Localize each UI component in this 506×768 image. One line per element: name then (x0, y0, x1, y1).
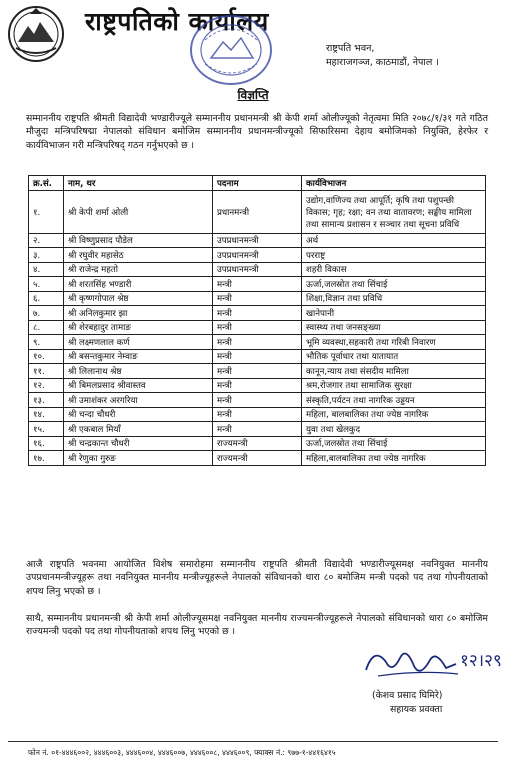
minister-post: मन्त्री (213, 349, 302, 364)
row-number: ४. (29, 262, 64, 277)
minister-name: श्री विष्णुप्रसाद पौडेल (64, 233, 213, 248)
minister-name: श्री अनिलकुमार झा (64, 306, 213, 321)
table-row (29, 233, 486, 248)
minister-name: श्री शेरबहादुर तामाङ (64, 320, 213, 335)
minister-name: श्री बसन्तकुमार नेम्वाङ (64, 349, 213, 364)
ministers-table (28, 175, 486, 466)
row-number: ३. (29, 248, 64, 263)
notice-heading (0, 86, 506, 103)
table-header-row (29, 176, 486, 191)
table-row (29, 190, 486, 233)
office-address (326, 42, 439, 70)
minister-portfolio: शहरी विकास (302, 262, 486, 277)
minister-post: उपप्रधानमन्त्री (213, 233, 302, 248)
row-number: १५. (29, 422, 64, 437)
minister-portfolio: ऊर्जा,जलस्रोत तथा सिंचाई (302, 277, 486, 292)
table-row (29, 248, 486, 263)
minister-name: श्री चन्दा चौधरी (64, 407, 213, 422)
row-number: ११. (29, 364, 64, 379)
minister-portfolio: भूमि व्यवस्था,सहकारी तथा गरिबी निवारण (302, 335, 486, 350)
notice-title-text: विज्ञप्ति (237, 88, 269, 102)
col-header-post: पदनाम (213, 176, 302, 191)
oath-paragraph: आजै राष्ट्रपति भवनमा आयोजित विशेष समारोहमा सम्माननीय राष्ट्रपति श्रीमती विद्यादेवी भण्डारीज्यूसमक्ष नवनियुक्त माननीय उपप्रधानमन्त्रीज्यूहरू तथा नवनियुक्त माननीय मन्त्रीज्यूहरूले नेपालको संविधानको धारा ८० बमोजिम मन्त्री पदको पद तथा गोपनीयताको शपथ लिनु भएको छ । (26, 559, 488, 597)
minister-portfolio: शिक्षा,विज्ञान तथा प्रविधि (302, 291, 486, 306)
table-row (29, 393, 486, 408)
table-row (29, 291, 486, 306)
row-number: १०. (29, 349, 64, 364)
table-row (29, 306, 486, 321)
intro-paragraph: सम्माननीय राष्ट्रपति श्रीमती विद्यादेवी भण्डारीज्यूले सम्माननीय प्रधानमन्त्री श्री केपी शर्मा ओलीज्यूको नेतृत्वमा मिति २०७८/१/३१ गते गठित मौजुदा मन्त्रिपरिषद्मा नेपालको संविधान बमोजिम सम्माननीय प्रधानमन्त्रीज्यूको सिफारिसमा देहाय बमोजिमको नियुक्ति, हेरफेर र कार्यविभाजन गरी मन्त्रिपरिषद् गठन गर्नुभएको छ । (26, 113, 488, 151)
nepal-emblem-icon (6, 4, 66, 64)
minister-name: श्री रेणुका गुरुङ (64, 451, 213, 466)
minister-portfolio: संस्कृति,पर्यटन तथा नागरिक उड्डयन (302, 393, 486, 408)
table-row (29, 451, 486, 466)
minister-portfolio: महिला, बालबालिका तथा ज्येष्ठ नागरिक (302, 407, 486, 422)
row-number: १३. (29, 393, 64, 408)
minister-post: राज्यमन्त्री (213, 451, 302, 466)
table-row (29, 407, 486, 422)
minister-name: श्री राजेन्द्र महतो (64, 262, 213, 277)
office-title: राष्ट्रपतिको कार्यालय (85, 7, 269, 36)
address-line: राष्ट्रपति भवन, (326, 43, 375, 54)
table-row (29, 262, 486, 277)
row-number: ५. (29, 277, 64, 292)
signature-date: १२।२९ (460, 651, 502, 671)
minister-post: मन्त्री (213, 393, 302, 408)
minister-post: मन्त्री (213, 407, 302, 422)
minister-name: श्री लिलानाथ श्रेष्ठ (64, 364, 213, 379)
minister-name: श्री कृष्णगोपाल श्रेष्ठ (64, 291, 213, 306)
ministers-table-body (29, 190, 486, 465)
minister-name: श्री एकबाल मियाँ (64, 422, 213, 437)
footer-divider (8, 741, 498, 742)
minister-name: श्री उमाशंकर अरगरिया (64, 393, 213, 408)
table-row (29, 335, 486, 350)
row-number: १४. (29, 407, 64, 422)
minister-portfolio: उद्योग,वाणिज्य तथा आपूर्ति; कृषि तथा पशुपन्छी विकास; गृह; रक्षा; वन तथा वातावरण; सङ्घीय मामिला तथा सामान्य प्रशासन र सञ्चार तथा सूचना प्रविधि (302, 190, 486, 233)
minister-post: प्रधानमन्त्री (213, 190, 302, 233)
row-number: १. (29, 190, 64, 233)
handwritten-signature (360, 640, 506, 684)
row-number: ७. (29, 306, 64, 321)
table-row (29, 378, 486, 393)
row-number: १२. (29, 378, 64, 393)
minister-name: श्री बिमलप्रसाद श्रीवास्तव (64, 378, 213, 393)
table-row (29, 277, 486, 292)
minister-portfolio: खानेपानी (302, 306, 486, 321)
minister-post: उपप्रधानमन्त्री (213, 262, 302, 277)
col-header-portfolio: कार्यविभाजन (302, 176, 486, 191)
minister-name: श्री रघुवीर महासेठ (64, 248, 213, 263)
minister-portfolio: स्वास्थ्य तथा जनसङ्ख्या (302, 320, 486, 335)
minister-portfolio: भौतिक पूर्वाधार तथा यातायात (302, 349, 486, 364)
minister-post: मन्त्री (213, 378, 302, 393)
address-line: महाराजगञ्ज, काठमाडौं, नेपाल । (326, 57, 439, 68)
signer-title: सहायक प्रवक्ता (390, 704, 443, 715)
minister-post: मन्त्री (213, 306, 302, 321)
minister-name: श्री केपी शर्मा ओली (64, 190, 213, 233)
row-number: ८. (29, 320, 64, 335)
row-number: ६. (29, 291, 64, 306)
minister-post: मन्त्री (213, 364, 302, 379)
signer-name: (केशव प्रसाद घिमिरे) (372, 690, 443, 701)
minister-name: श्री शरतसिंह भण्डारी (64, 277, 213, 292)
table-row (29, 364, 486, 379)
minister-post: राज्यमन्त्री (213, 436, 302, 451)
minister-post: मन्त्री (213, 422, 302, 437)
minister-portfolio: श्रम,रोजगार तथा सामाजिक सुरक्षा (302, 378, 486, 393)
minister-post: मन्त्री (213, 320, 302, 335)
minister-post: उपप्रधानमन्त्री (213, 248, 302, 263)
state-minister-oath-paragraph: साथै, सम्माननीय प्रधानमन्त्री श्री केपी शर्मा ओलीज्यूसमक्ष नवनियुक्त माननीय राज्यमन्त्रीज्यूहरूले नेपालको संविधानको धारा ८० बमोजिम राज्यमन्त्री पदको पद तथा गोपनीयताको शपथ लिनु भएको छ । (26, 613, 488, 638)
table-row (29, 349, 486, 364)
row-number: १६. (29, 436, 64, 451)
minister-portfolio: महिला,बालबालिका तथा ज्येष्ठ नागरिक (302, 451, 486, 466)
table-row (29, 436, 486, 451)
table-row (29, 320, 486, 335)
minister-post: मन्त्री (213, 335, 302, 350)
row-number: ९. (29, 335, 64, 350)
minister-portfolio: ऊर्जा,जलस्रोत तथा सिंचाई (302, 436, 486, 451)
minister-name: श्री लक्ष्मणलाल कर्ण (64, 335, 213, 350)
table-row (29, 422, 486, 437)
minister-portfolio: युवा तथा खेलकुद (302, 422, 486, 437)
minister-post: मन्त्री (213, 277, 302, 292)
col-header-number: क्र.सं. (29, 176, 64, 191)
minister-portfolio: परराष्ट्र (302, 248, 486, 263)
col-header-name: नाम, थर (64, 176, 213, 191)
row-number: १७. (29, 451, 64, 466)
official-seal-stamp (185, 10, 277, 90)
minister-portfolio: अर्थ (302, 233, 486, 248)
minister-portfolio: कानून,न्याय तथा संसदीय मामिला (302, 364, 486, 379)
minister-name: श्री चन्द्रकान्त चौधरी (64, 436, 213, 451)
row-number: २. (29, 233, 64, 248)
minister-post: मन्त्री (213, 291, 302, 306)
footer-contact: फोन नं. ०१-४४४६००२, ४४४६००३, ४४४६००४, ४४४६००७, ४४४६००८, ४४४६००९, फ्याक्स नं.: ९७७-१-४४१६४१५ (28, 748, 336, 757)
